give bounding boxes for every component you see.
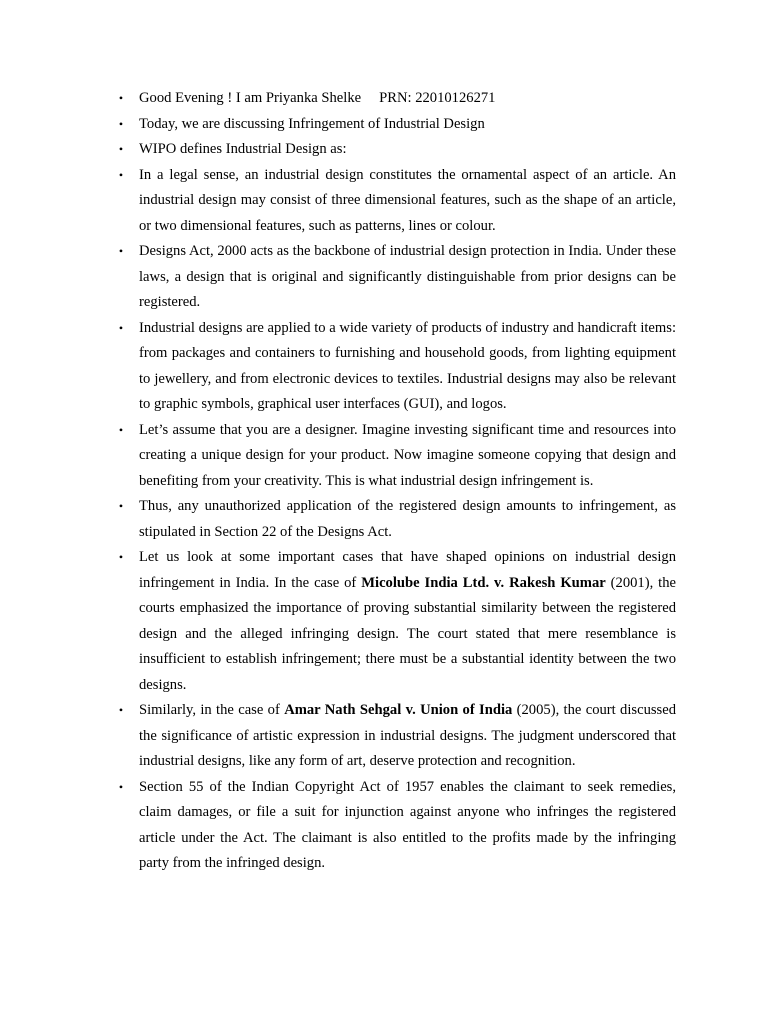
list-item-text-before: Let us look at some important cases that have shaped opinions on industrial design infringement in India. In the case of <box>139 549 676 591</box>
list-item-section-22 <box>118 494 676 545</box>
bullet-icon: • <box>118 422 124 437</box>
list-item-topic <box>118 112 676 138</box>
bullet-icon: • <box>118 320 124 335</box>
prn-text: PRN: 22010126271 <box>379 90 496 106</box>
list-item-text: Designs Act, 2000 acts as the backbone of industrial design protection in India. Under these laws, a design that is original and significantly distinguishable from prior designs can be registered. <box>139 243 676 310</box>
bullet-icon: • <box>118 91 124 105</box>
list-item-text-after: (2005), the court discussed the significance of artistic expression in industrial designs. The judgment underscored that industrial designs, like any form of art, deserve protection and recognition. <box>139 702 676 769</box>
list-item-text: Let’s assume that you are a designer. Imagine investing significant time and resources into creating a unique design for your product. Now imagine someone copying that design and benefiting from your creativity. This is what industrial design infringement is. <box>139 421 676 489</box>
case-name: Micolube India Ltd. v. Rakesh Kumar <box>361 574 606 591</box>
list-item-text: Section 55 of the Indian Copyright Act of 1957 enables the claimant to seek remedies, claim damages, or file a suit for injunction against anyone who infringes the registered article under the Act. The claimant is also entitled to the profits made by the infringing party from the infringed design. <box>139 778 676 871</box>
bullet-icon: • <box>118 244 124 258</box>
list-item-sehgal-case <box>118 698 676 775</box>
list-item-applications <box>118 316 676 418</box>
list-item-text: Thus, any unauthorized application of the registered design amounts to infringement, as stipulated in Section 22 of the Designs Act. <box>139 498 676 540</box>
case-name: Amar Nath Sehgal v. Union of India <box>284 702 513 718</box>
list-item-text-before: Similarly, in the case of <box>139 702 285 718</box>
list-item-text-after: (2001), the courts emphasized the importance of proving substantial similarity between the registered design and the alleged infringing design. The court stated that mere resemblance is insufficient to establish infringement; there must be a substantial identity between the two designs. <box>139 574 676 693</box>
bullet-icon: • <box>118 703 124 717</box>
list-item-designer-example <box>118 418 676 495</box>
list-item-text: Today, we are discussing Infringement of Industrial Design <box>139 115 485 132</box>
greeting-text: Good Evening ! I am Priyanka Shelke <box>139 90 362 106</box>
list-item-designs-act <box>118 239 676 316</box>
list-item-legal-sense <box>118 163 676 240</box>
bullet-icon: • <box>118 116 124 131</box>
bullet-icon: • <box>118 779 124 794</box>
bullet-icon: • <box>118 167 124 182</box>
list-item-greeting <box>118 86 676 112</box>
bullet-icon: • <box>118 550 124 564</box>
list-item-wipo <box>118 137 676 163</box>
bullet-icon: • <box>118 499 124 513</box>
list-item-section-55 <box>118 775 676 877</box>
list-item-micolube-case <box>118 545 676 698</box>
bullet-icon: • <box>118 142 124 156</box>
list-item-text: Industrial designs are applied to a wide variety of products of industry and handicraft items: from packages and containers to furnishing and household goods, from lighting equipment to jewellery, and from electronic devices to textiles. Industrial designs may also be relevant to graphic symbols, graphical user interfaces (GUI), and logos. <box>139 319 676 412</box>
list-item-text: WIPO defines Industrial Design as: <box>139 141 347 157</box>
list-item-text: In a legal sense, an industrial design constitutes the ornamental aspect of an article. An industrial design may consist of three dimensional features, such as the shape of an article, or two dimensional features, such as patterns, lines or colour. <box>139 166 676 234</box>
bullet-list <box>118 86 676 877</box>
